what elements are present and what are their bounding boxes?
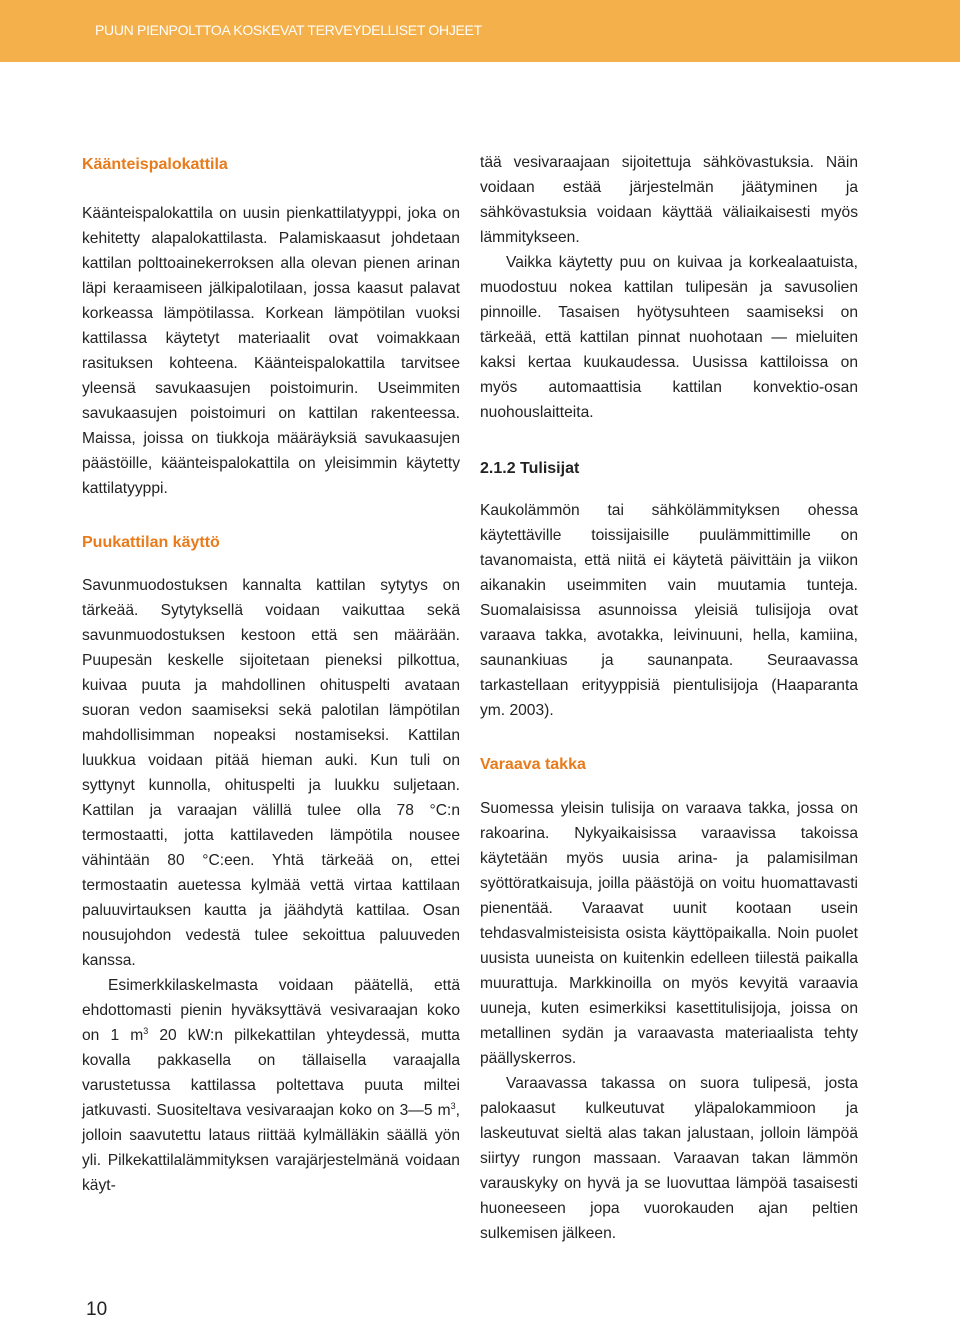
left-column — [82, 152, 460, 1198]
paragraph-varaava-takka-2: Varaavassa takassa on suora tulipesä, josta palokaasut kulkeutuvat yläpalokammioon ja laskeutuvat sieltä alas takan jalustaan, jolloin lämpöä siirtyy rungon massaan. Varaavan takan lämmön varauskyky on hyvä ja se luovuttaa lämpöä tasaisesti huoneeseen jopa vuorokauden ajan peltien sulkemisen jälkeen. — [480, 1075, 858, 1242]
heading-puukattilan-kaytto: Puukattilan käyttö — [82, 534, 220, 551]
heading-tulisijat: 2.1.2 Tulisijat — [480, 460, 580, 477]
paragraph-vesivaraaja-continued: tää vesivaraajaan sijoitettuja sähkövastuksia. Näin voidaan estää järjestelmän jäätyminen ja sähkövastuksia voidaan käyttää väliaikaisesti myös lämmitykseen. — [480, 154, 858, 246]
paragraph-esimerkkilaskelma: Esimerkkilaskelmasta voidaan päätellä, että ehdottomasti pienin hyväksyttävä vesivaraajan koko on 1 $m^3$ 20 kW:n pilkekattilan yhteydessä, mutta kovalla pakkasella on tällaisella varaajalla varustetussa kattilassa poltettava puuta miltei jatkuvasti. Suositeltava vesivaraajan koko on 3—5 $m^3$, jolloin saavutettu lataus riittää kylmälläkin säällä yön yli. Pilkekattilalämmityksen varajärjestelmänä voidaan käyt- — [82, 977, 460, 1194]
heading-kaanteispalokattila: Käänteispalokattila — [82, 156, 228, 173]
header-band — [0, 0, 960, 62]
paragraph-kaanteispalokattila: Käänteispalokattila on uusin pienkattilatyyppi, joka on kehitetty alapalokattilasta. Palamiskaasut johdetaan kattilan polttoainekerroksen alla olevan pienen arinan läpi keraamiseen jälkipalotilaan, jossa kaasut palavat korkeassa lämpötilassa. Korkean lämpötilan vuoksi kattilassa käytetyt materiaalit ovat voimakkaan rasituksen kohteena. Käänteispalokattila tarvitsee yleensä savukaasujen poistoimurin. Useimmiten savukaasujen poistoimuri on kattilan rakenteessa. Maissa, joissa on tiukkoja määräyksiä savukaasujen päästöille, käänteispalokattila on yleisimmin käytetty kattilatyyppi. — [82, 205, 460, 497]
paragraph-puukattilan-kaytto: Savunmuodostuksen kannalta kattilan sytytys on tärkeää. Sytytyksellä voidaan vaikuttaa sekä savunmuodostuksen kestoon että sen määrään. Puupesän keskelle sijoitetaan pieneksi pilkottua, kuivaa puuta ja mahdollinen ohituspelti avataan suoran vedon saamiseksi sekä palotilan lämpötilan mahdollisimman nopeaksi nostamiseksi. Kattilan luukkua voidaan pitää hieman auki. Kun tuli on syttynyt kunnolla, ohituspelti ja luukku suljetaan. Kattilan ja varaajan välillä tulee olla 78 °C:n termostaatti, jotta kattilaveden lämpötila nousee vähintään 80 °C:een. Yhtä tärkeää on, ettei termostaatin auetessa kylmää vettä virtaa kattilaan paluuvirtauksen kautta ja jäähdytä kattilaa. Osan nousujohdon vedestä tulee sekoittua paluuveden kanssa. — [82, 577, 460, 969]
heading-varaava-takka: Varaava takka — [480, 756, 586, 773]
paragraph-nuohous: Vaikka käytetty puu on kuivaa ja korkealaatuista, muodostuu nokea kattilan tulipesän ja savusolien pinnoille. Tasaisen hyötysuhteen saamiseksi on tärkeää, että kattilan pinnat nuohotaan — mieluiten kaksi kertaa kuukaudessa. Uusissa kattiloissa on myös automaattisia kattilan konvektio-osan nuohouslaitteita. — [480, 254, 858, 421]
running-header-title: PUUN PIENPOLTTOA KOSKEVAT TERVEYDELLISET OHJEET — [95, 22, 482, 38]
paragraph-tulisijat: Kaukolämmön tai sähkölämmityksen ohessa käytettäville toissijaisille puulämmittimille on tavanomaista, että niitä ei käytetä päivittäin ja viikon aikanakin useimmiten vain muutamia tunteja. Suomalaisissa asunnoissa yleisiä tulisijoja ovat varaava takka, avotakka, leivinuuni, hella, kamiina, saunankiuas ja saunanpata. Seuraavassa tarkastellaan erityyppisiä pientulisijoja (Haaparanta ym. 2003). — [480, 502, 858, 719]
paragraph-varaava-takka: Suomessa yleisin tulisija on varaava takka, jossa on rakoarina. Nykyaikaisissa varaavissa takoissa käytetään myös uusia arina- ja palamisilman syöttöratkaisuja, joilla päästöjä on voitu huomattavasti pienentää. Varaavat uunit kootaan usein tehdasvalmisteisista osista käyttöpaikalla. Noin puolet uusista uuneista on kuitenkin edelleen tiilestä paikalla muurattuja. Markkinoilla on myös kevyitä varaavia uuneja, kuten esimerkiksi kasettitulisijoja, joissa on metallinen sydän ja varaavasta materiaalista tehty päällyskerros. — [480, 800, 858, 1067]
right-column — [480, 150, 858, 1246]
page-number: 10 — [86, 1299, 108, 1320]
